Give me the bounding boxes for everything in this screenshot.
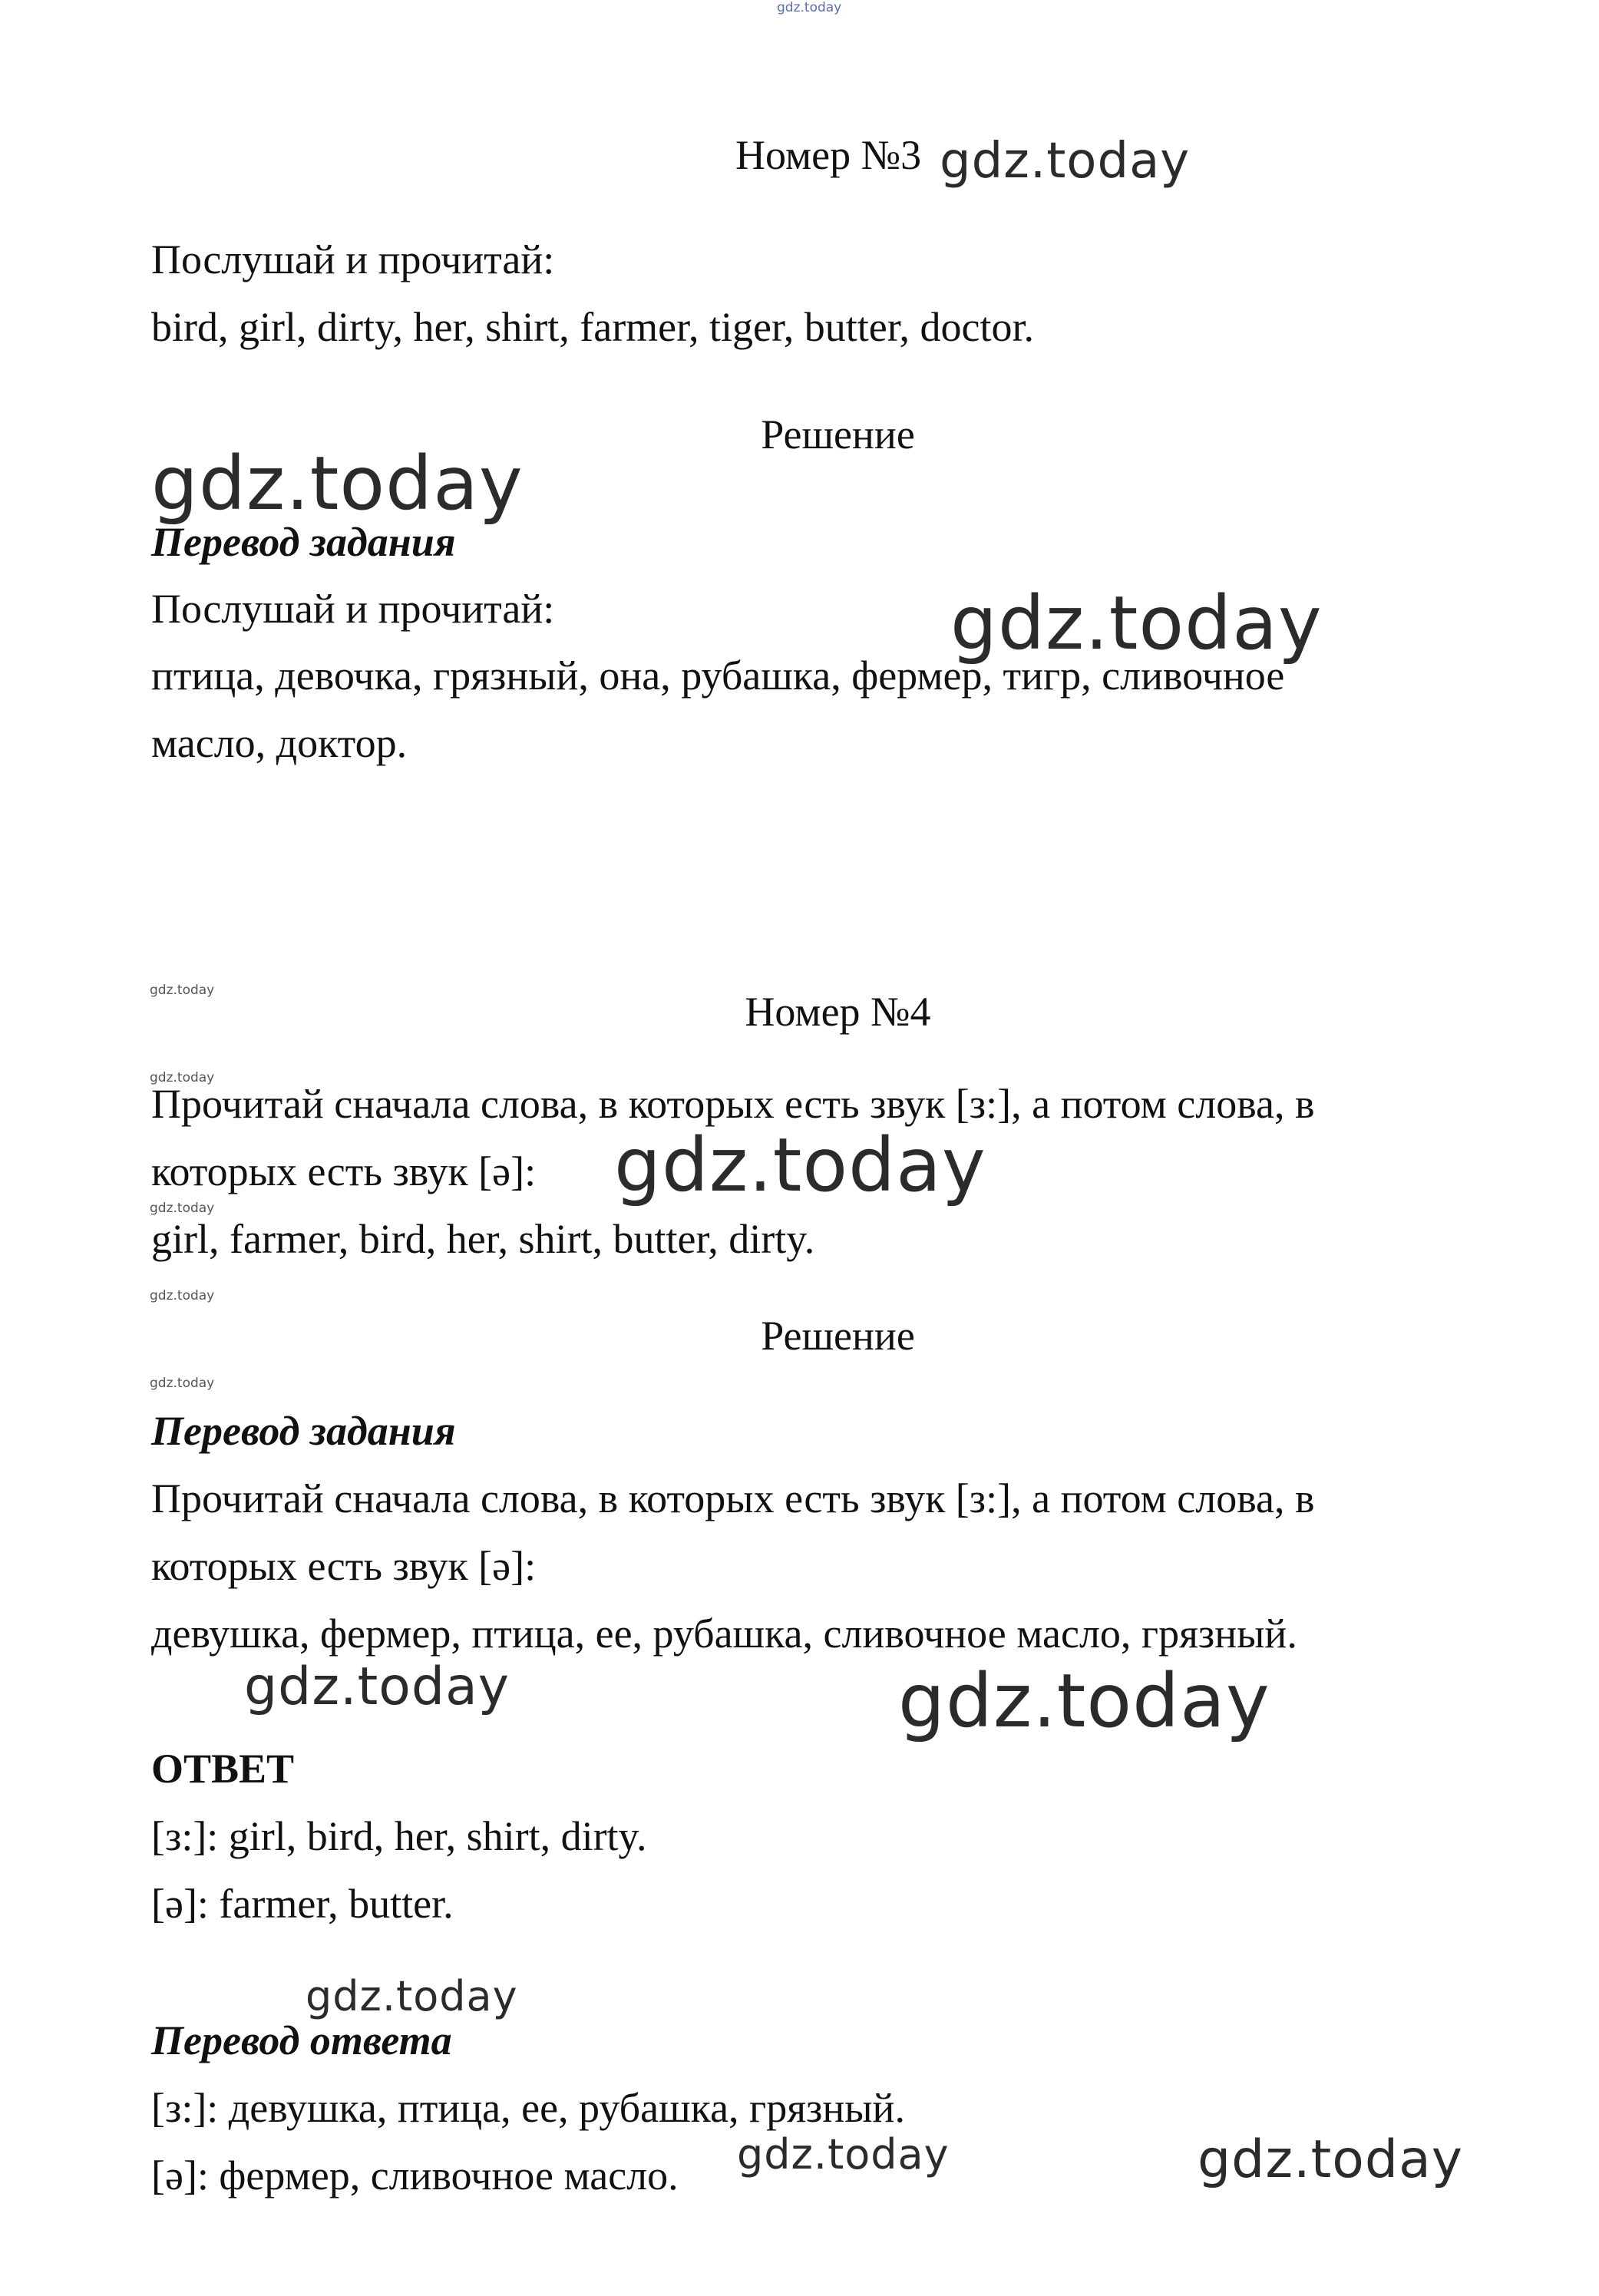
task4-answer-line2: [ə]: farmer, butter. <box>151 1881 454 1927</box>
task3-translation-heading: Перевод задания <box>151 519 456 565</box>
watermark-answer-right: gdz.today <box>898 1658 1270 1744</box>
watermark-answer-left: gdz.today <box>244 1657 510 1717</box>
watermark-answer-translation: gdz.today <box>306 1972 518 2020</box>
task3-translation-line1: птица, девочка, грязный, она, рубашка, фермер, тигр, сливочное <box>151 652 1285 699</box>
watermark-mid: gdz.today <box>614 1122 986 1208</box>
task4-title: Номер №4 <box>745 989 931 1035</box>
task3-instruction: Послушай и прочитай: <box>151 236 555 282</box>
watermark-title3: gdz.today <box>940 133 1191 190</box>
task4-instruction-line1: Прочитай сначала слова, в которых есть звук [з:], а потом слова, в <box>151 1081 1315 1127</box>
task3-words: bird, girl, dirty, her, shirt, farmer, tiger, butter, doctor. <box>151 304 1035 350</box>
watermark-bottom-mid: gdz.today <box>737 2130 950 2179</box>
watermark-tiny-2: gdz.today <box>150 1070 215 1085</box>
watermark-large-left: gdz.today <box>151 441 524 527</box>
task3-title: Номер №3 <box>735 132 922 178</box>
watermark-top: gdz.today <box>777 0 842 15</box>
task4-answer-heading: ОТВЕТ <box>151 1746 295 1792</box>
watermark-large-right: gdz.today <box>950 580 1323 666</box>
task3-translation-line2: масло, доктор. <box>151 720 408 766</box>
watermark-tiny-4: gdz.today <box>150 1288 215 1303</box>
task3-translation-instruction: Послушай и прочитай: <box>151 586 555 632</box>
task4-translation-line1: Прочитай сначала слова, в которых есть звук [з:], а потом слова, в <box>151 1475 1315 1521</box>
task4-translation-line2: которых есть звук [ə]: <box>151 1543 537 1589</box>
watermark-tiny-3: gdz.today <box>150 1201 215 1216</box>
task4-instruction-line2: которых есть звук [ə]: <box>151 1148 537 1194</box>
watermark-tiny-1: gdz.today <box>150 983 215 998</box>
task4-answer-translation-line1: [з:]: девушка, птица, ее, рубашка, грязный. <box>151 2085 905 2131</box>
task4-answer-translation-line2: [ə]: фермер, сливочное масло. <box>151 2152 679 2199</box>
task4-answer-translation-heading: Перевод ответа <box>151 2017 452 2063</box>
task4-translation-heading: Перевод задания <box>151 1408 456 1454</box>
task4-translation-line3: девушка, фермер, птица, ее, рубашка, сливочное масло, грязный. <box>151 1611 1297 1657</box>
task4-words: girl, farmer, bird, her, shirt, butter, dirty. <box>151 1216 815 1262</box>
watermark-tiny-5: gdz.today <box>150 1376 215 1391</box>
task4-solution-label: Решение <box>761 1313 915 1359</box>
watermark-bottom-right: gdz.today <box>1198 2129 1463 2190</box>
task3-solution-label: Решение <box>761 411 915 458</box>
task4-answer-line1: [з:]: girl, bird, her, shirt, dirty. <box>151 1813 647 1859</box>
